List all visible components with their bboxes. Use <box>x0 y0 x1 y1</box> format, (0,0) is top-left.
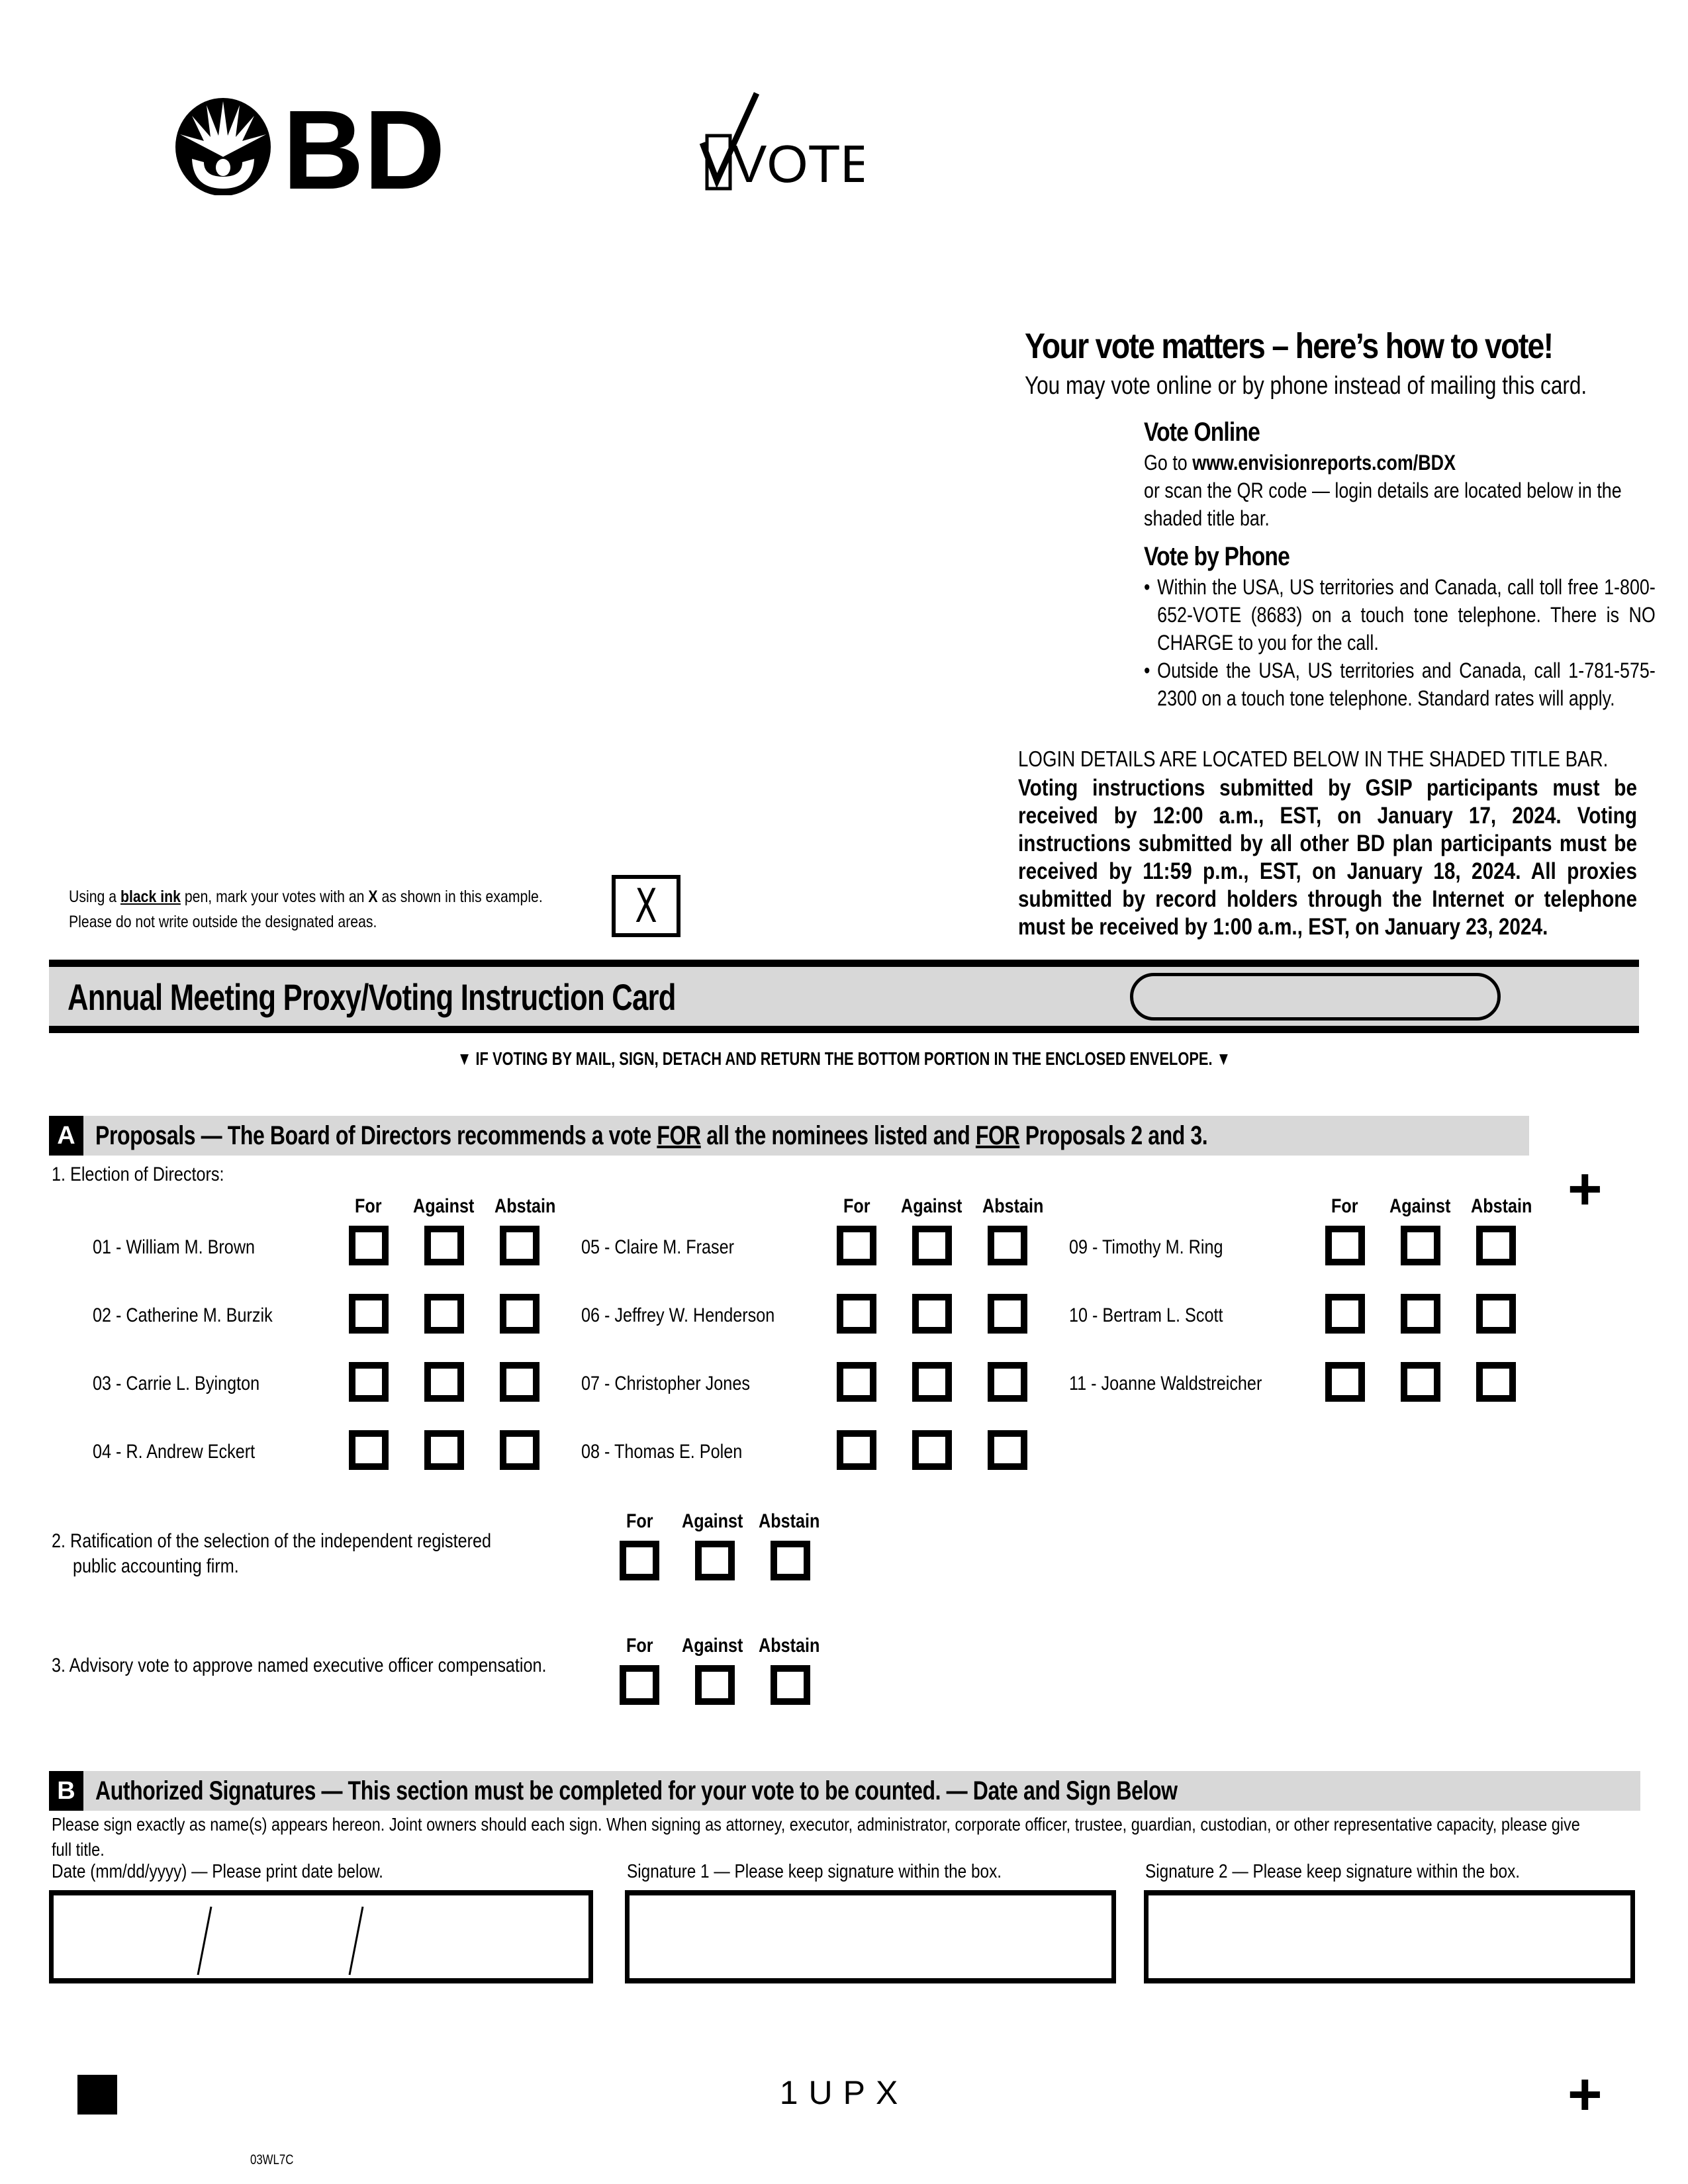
vote-phone-heading: Vote by Phone <box>1144 542 1289 571</box>
nominee-label: 07 - Christopher Jones <box>581 1373 750 1394</box>
nominee-10-for-checkbox[interactable] <box>1325 1294 1365 1334</box>
nominee-08-for-checkbox[interactable] <box>837 1430 876 1470</box>
nominee-09-abstain-checkbox[interactable] <box>1476 1226 1516 1265</box>
bullet-icon: • <box>1144 575 1150 599</box>
for-emphasis: FOR <box>657 1120 701 1150</box>
nominee-label: 09 - Timothy M. Ring <box>1069 1236 1223 1258</box>
vote-online-url[interactable]: www.envisionreports.com/BDX <box>1192 451 1456 475</box>
bd-logo <box>173 96 458 195</box>
ink-prefix: Using a <box>69 887 120 906</box>
title-bar-rule-top <box>49 960 1639 967</box>
nominee-05-for-checkbox[interactable] <box>837 1226 876 1265</box>
proposal-3-label: 3. Advisory vote to approve named executive officer compensation. <box>52 1655 547 1676</box>
phone-bullet-international: • Outside the USA, US territories and Canada, call 1-781-575-2300 on a touch tone telephone. Standard rates will apply. <box>1144 657 1656 712</box>
nominee-08-against-checkbox[interactable] <box>912 1430 952 1470</box>
login-notice: LOGIN DETAILS ARE LOCATED BELOW IN THE SHADED TITLE BAR. <box>1018 747 1609 771</box>
date-field[interactable] <box>49 1890 593 1983</box>
signature-1-label: Signature 1 — Please keep signature within the box. <box>627 1861 1002 1882</box>
col-abstain: Abstain <box>759 1510 820 1532</box>
nominee-label: 06 - Jeffrey W. Henderson <box>581 1304 775 1326</box>
nominee-06-against-checkbox[interactable] <box>912 1294 952 1334</box>
ink-middle: pen, mark your votes with an <box>180 887 369 906</box>
section-a-header <box>49 1116 1529 1156</box>
nominee-label: 10 - Bertram L. Scott <box>1069 1304 1223 1326</box>
nominee-04-against-checkbox[interactable] <box>424 1430 464 1470</box>
card-title: Annual Meeting Proxy/Voting Instruction Card <box>68 976 676 1018</box>
detach-notice-text: ▼ IF VOTING BY MAIL, SIGN, DETACH AND RETURN THE BOTTOM PORTION IN THE ENCLOSED ENVELOPE. ▼ <box>457 1048 1231 1069</box>
date-separator-icon <box>54 1895 588 1978</box>
instructions-subtitle: You may vote online or by phone instead of mailing this card. <box>1025 372 1587 400</box>
instructions-title: Your vote matters – here’s how to vote! <box>1025 326 1553 366</box>
footer-code: 1UPX <box>779 2074 909 2111</box>
example-mark-box <box>612 875 680 937</box>
col-against: Against <box>413 1195 475 1217</box>
nominee-label: 04 - R. Andrew Eckert <box>93 1441 256 1463</box>
signature-1-field[interactable] <box>625 1890 1116 1983</box>
nominee-06-abstain-checkbox[interactable] <box>988 1294 1027 1334</box>
proposal-2-abstain-checkbox[interactable] <box>771 1541 810 1580</box>
ink-suffix: as shown in this example. <box>377 887 543 906</box>
form-id: 03WL7C <box>250 2152 294 2167</box>
col-abstain: Abstain <box>494 1195 556 1217</box>
nominee-03-against-checkbox[interactable] <box>424 1362 464 1402</box>
svg-text:BD: BD <box>283 96 445 195</box>
nominee-11-for-checkbox[interactable] <box>1325 1362 1365 1402</box>
col-abstain: Abstain <box>1471 1195 1532 1217</box>
nominee-01-abstain-checkbox[interactable] <box>500 1226 539 1265</box>
signature-2-label: Signature 2 — Please keep signature within the box. <box>1145 1861 1521 1882</box>
nominee-05-abstain-checkbox[interactable] <box>988 1226 1027 1265</box>
nominee-07-abstain-checkbox[interactable] <box>988 1362 1027 1402</box>
nominee-06-for-checkbox[interactable] <box>837 1294 876 1334</box>
col-against: Against <box>1389 1195 1451 1217</box>
proposal-3-abstain-checkbox[interactable] <box>771 1665 810 1705</box>
ink-emphasis: black ink <box>120 887 181 906</box>
nominee-label: 03 - Carrie L. Byington <box>93 1373 260 1394</box>
proposal-2-for-checkbox[interactable] <box>620 1541 659 1580</box>
nominee-01-for-checkbox[interactable] <box>349 1226 389 1265</box>
nominee-02-abstain-checkbox[interactable] <box>500 1294 539 1334</box>
nominee-03-abstain-checkbox[interactable] <box>500 1362 539 1402</box>
nominee-label: 05 - Claire M. Fraser <box>581 1236 735 1258</box>
signature-2-field[interactable] <box>1144 1890 1635 1983</box>
nominee-09-against-checkbox[interactable] <box>1401 1226 1440 1265</box>
nominee-label: 08 - Thomas E. Polen <box>581 1441 743 1463</box>
col-for: For <box>1331 1195 1358 1217</box>
section-b-header <box>49 1771 1640 1811</box>
bullet-icon: • <box>1144 659 1150 682</box>
nominee-10-against-checkbox[interactable] <box>1401 1294 1440 1334</box>
vote-online-scan-text: or scan the QR code — login details are located below in the shaded title bar. <box>1144 478 1622 530</box>
vote-methods <box>1144 416 1654 712</box>
section-b-badge: B <box>49 1771 83 1811</box>
col-abstain: Abstain <box>759 1635 820 1657</box>
proposal-2-label-cont: public accounting firm. <box>73 1555 239 1577</box>
proposal-3-against-checkbox[interactable] <box>695 1665 735 1705</box>
nominee-label: 01 - William M. Brown <box>93 1236 256 1258</box>
bd-sunburst-icon <box>173 96 458 195</box>
registration-plus-icon: + <box>1568 1156 1603 1222</box>
nominee-11-abstain-checkbox[interactable] <box>1476 1362 1516 1402</box>
election-label: 1. Election of Directors: <box>52 1163 224 1185</box>
nominee-10-abstain-checkbox[interactable] <box>1476 1294 1516 1334</box>
section-a-title-suffix: Proposals 2 and 3. <box>1019 1120 1208 1150</box>
nominee-02-for-checkbox[interactable] <box>349 1294 389 1334</box>
date-label: Date (mm/dd/yyyy) — Please print date below. <box>52 1861 383 1882</box>
registration-plus-icon: + <box>1568 2062 1603 2128</box>
nominee-07-for-checkbox[interactable] <box>837 1362 876 1402</box>
section-a-title <box>95 1121 1207 1151</box>
nominee-09-for-checkbox[interactable] <box>1325 1226 1365 1265</box>
detach-notice <box>0 1048 1688 1069</box>
col-for: For <box>355 1195 382 1217</box>
col-abstain: Abstain <box>982 1195 1044 1217</box>
svg-text:VOTE: VOTE <box>731 134 864 193</box>
col-against: Against <box>901 1195 962 1217</box>
for-emphasis: FOR <box>975 1120 1020 1150</box>
proposal-2-label: 2. Ratification of the selection of the independent registered <box>52 1530 492 1552</box>
col-against: Against <box>682 1510 743 1532</box>
vote-online-text <box>1144 449 1656 477</box>
nominee-08-abstain-checkbox[interactable] <box>988 1430 1027 1470</box>
col-for: For <box>626 1635 653 1657</box>
signature-instructions: Please sign exactly as name(s) appears hereon. Joint owners should each sign. When signing as attorney, executor, administrator, corporate officer, trustee, guardian, custodian, or other representative capacity, please give full title. <box>52 1814 1580 1860</box>
ink-line2: Please do not write outside the designated areas. <box>69 913 377 931</box>
nominee-07-against-checkbox[interactable] <box>912 1362 952 1402</box>
nominee-04-for-checkbox[interactable] <box>349 1430 389 1470</box>
x-mark-icon: X <box>635 879 657 933</box>
nominee-03-for-checkbox[interactable] <box>349 1362 389 1402</box>
phone-bullet-domestic: • Within the USA, US territories and Canada, call toll free 1-800-652-VOTE (8683) on a touch tone telephone. There is NO CHARGE to you for the call. <box>1144 573 1656 657</box>
col-for: For <box>626 1510 653 1532</box>
nominee-01-against-checkbox[interactable] <box>424 1226 464 1265</box>
section-b-title: Authorized Signatures — This section must be completed for your vote to be counted. — Date and Sign Below <box>95 1776 1178 1805</box>
vote-logo <box>698 91 864 194</box>
login-details-field[interactable] <box>1130 973 1501 1021</box>
nominee-05-against-checkbox[interactable] <box>912 1226 952 1265</box>
section-a-badge: A <box>49 1116 83 1156</box>
section-a-title-prefix: Proposals — The Board of Directors recommends a vote <box>95 1120 657 1150</box>
col-against: Against <box>682 1635 743 1657</box>
proposal-2-against-checkbox[interactable] <box>695 1541 735 1580</box>
nominee-02-against-checkbox[interactable] <box>424 1294 464 1334</box>
ink-mark: X <box>368 887 378 906</box>
nominee-04-abstain-checkbox[interactable] <box>500 1430 539 1470</box>
nominee-11-against-checkbox[interactable] <box>1401 1362 1440 1402</box>
nominee-label: 11 - Joanne Waldstreicher <box>1069 1373 1262 1394</box>
proposal-3-for-checkbox[interactable] <box>620 1665 659 1705</box>
voting-deadlines: Voting instructions submitted by GSIP participants must be received by 12:00 a.m., EST, on January 17, 2024. Voting instructions submitted by all other BD plan participants must be received by 11:59 p.m., EST, on January 18, 2024. All proxies submitted by record holders through the Internet or telephone must be received by 1:00 a.m., EST, on January 23, 2024. <box>1018 775 1637 940</box>
col-for: For <box>843 1195 870 1217</box>
title-bar-rule-bottom <box>49 1026 1639 1033</box>
vote-online-heading: Vote Online <box>1144 418 1260 447</box>
checkmark-ballot-icon <box>698 91 864 194</box>
nominee-label: 02 - Catherine M. Burzik <box>93 1304 273 1326</box>
section-a-title-middle: all the nominees listed and <box>700 1120 976 1150</box>
go-to-prefix: Go to <box>1144 451 1193 475</box>
ink-instructions <box>69 884 543 934</box>
